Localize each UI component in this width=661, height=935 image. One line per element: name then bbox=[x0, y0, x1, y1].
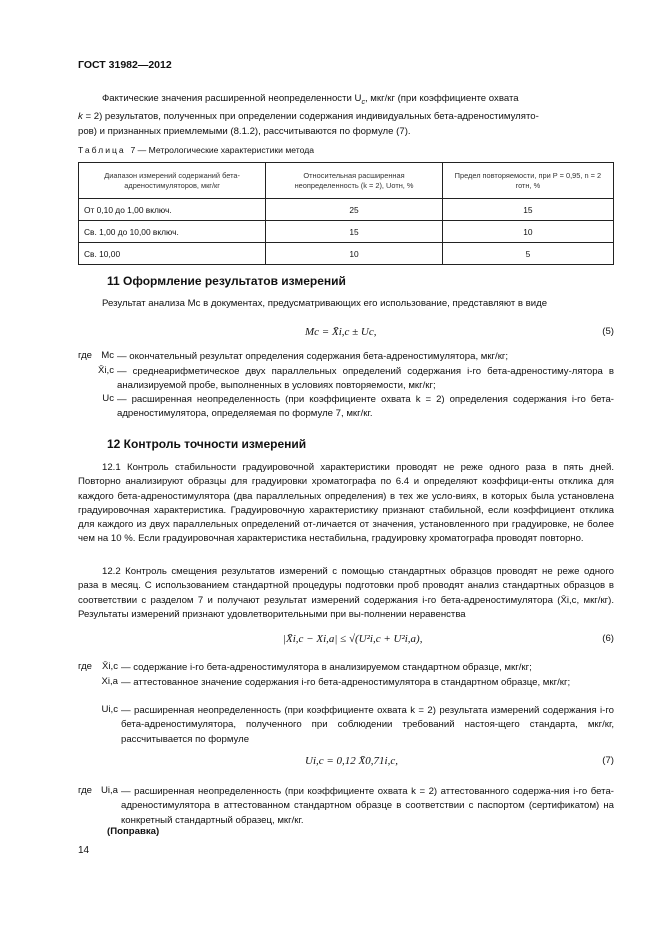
def-text: — расширенная неопределенность (при коэффициенте охвата k = 2) аттестованного содержа-ния i-го бета-адреностимулятора в аттестованном стандартном образце в соответствии с паспортом (сертификатом) на конкретный стандартный образец, мкг/кг. bbox=[121, 786, 614, 826]
table-cell: 10 bbox=[266, 243, 443, 265]
where-label: где bbox=[78, 661, 93, 672]
def-term: Mc bbox=[101, 350, 114, 361]
where-label: где bbox=[78, 350, 93, 361]
def-term: X̄i,c bbox=[98, 365, 114, 376]
section-11-paragraph: Результат анализа Mc в документах, предусматривающих его использование, представляют в виде bbox=[102, 298, 548, 309]
table-header-row bbox=[79, 163, 614, 199]
table-cell: 15 bbox=[442, 199, 613, 221]
table-cell: 25 bbox=[266, 199, 443, 221]
def-term: X̄i,c bbox=[102, 661, 118, 672]
def-text: — расширенная неопределенность (при коэффициенте охвата k = 2) определения содержания i-го бета-адреностимулятора, определяемая по формуле 7, мкг/кг. bbox=[117, 394, 614, 420]
table-row bbox=[79, 221, 614, 243]
def-term: Ui,a bbox=[100, 785, 118, 796]
section-12-title: 12 Контроль точности измерений bbox=[107, 437, 307, 451]
metrology-table bbox=[78, 162, 614, 265]
formula-6-number: (6) bbox=[602, 633, 614, 644]
section-12-2-paragraph: 12.2 Контроль смещения результатов измерений с помощью стандартных образцов проводят не реже одного раза в месяц. С использованием стандартной процедуры подготовки проб проводят анализ стандартных образцов в соответствии с разделом 7 и получают результат измерений содержания i-го бета-адреностимулятора (X̄i,c, мкг/кг). Результаты измерений признают удовлетворительными при вы-полнении неравенства bbox=[78, 566, 614, 620]
def-text: — расширенная неопределенность (при коэффициенте охвата k = 2) результата измерений содержания i-го бета-адреностимулятора, полученного при соблюдении требований настоя-щего стандарта, мкг/кг, рассчитывается по формуле bbox=[121, 705, 614, 745]
def-term: Xi,a bbox=[101, 676, 118, 687]
amendment-note: (Поправка) bbox=[107, 826, 160, 837]
def-text: — содержание i-го бета-адреностимулятора в анализируемом стандартном образце, мкг/кг; bbox=[121, 662, 532, 673]
where-label: где bbox=[78, 785, 93, 796]
def-term: Ui,c bbox=[101, 704, 118, 715]
intro-paragraph: Фактические значения расширенной неопределенности $U_c$, мкг/кг (при коэффициенте охвата k = 2) результатов, полученных при определении содержания индивидуальных бета-адреностимулято- ров) и признанных приемлемыми (8.1.2), рассчитываются по формуле (7). bbox=[78, 93, 539, 137]
formula-7: Ui,c = 0,12 X̄0,71i,c, bbox=[305, 755, 398, 767]
def-text: — среднеарифметическое двух параллельных определений содержания i-го бета-адреностиму-лятора в анализируемой пробе, выполненных в условиях повторяемости, мкг/кг; bbox=[117, 366, 614, 392]
section-11-title: 11 Оформление результатов измерений bbox=[107, 274, 346, 288]
document-header: ГОСТ 31982—2012 bbox=[78, 59, 172, 71]
def-text: — аттестованное значение содержания i-го бета-адреностимулятора в стандартном образце, мкг/кг; bbox=[121, 677, 571, 688]
def-term: Uc bbox=[102, 393, 114, 404]
table-row bbox=[79, 243, 614, 265]
section-12-1-paragraph: 12.1 Контроль стабильности градуировочной характеристики проводят не реже одного раза в пять дней. Повторно анализируют образцы для градуировки хроматографа по 6.4 и определяют коэффици-енты отклика для каждого бета-адреностимулятора (два параллельных определения) в тех же усло-виях, в которых была установлена градуировочная характеристика. Градуировочную характеристику признают стабильной, если коэффициент отклика для каждого из двух параллельных определений от-личается от значения, установленного при градуировке, не более чем на 10 %. Если градуировочная характеристика нестабильна, градуировку хроматографа проводят повторно. bbox=[78, 462, 614, 545]
table-cell: От 0,10 до 1,00 включ. bbox=[79, 199, 266, 221]
table-header-cell: Диапазон измерений содержаний бета-адреностимуляторов, мкг/кг bbox=[79, 163, 266, 199]
formula-5: Mc = X̄i,c ± Uc, bbox=[305, 326, 377, 338]
page-number: 14 bbox=[78, 845, 90, 856]
formula-5-number: (5) bbox=[602, 326, 614, 337]
table-row bbox=[79, 199, 614, 221]
table-caption: Таблица 7 — Метрологические характеристики метода bbox=[78, 145, 314, 155]
formula-7-number: (7) bbox=[602, 755, 614, 766]
def-text: — окончательный результат определения содержания бета-адреностимулятора, мкг/кг; bbox=[117, 351, 509, 362]
table-header-cell: Предел повторяемости, при P = 0,95, n = 2 rотн, % bbox=[442, 163, 613, 199]
formula-6: |X̄i,c − Xi,a| ≤ √(U²i,c + U²i,a), bbox=[283, 633, 423, 645]
table-header-cell: Относительная расширенная неопределенность (k = 2), Uотн, % bbox=[266, 163, 443, 199]
table-cell: 5 bbox=[442, 243, 613, 265]
table-cell: 10 bbox=[442, 221, 613, 243]
table-cell: Св. 1,00 до 10,00 включ. bbox=[79, 221, 266, 243]
table-cell: Св. 10,00 bbox=[79, 243, 266, 265]
table-cell: 15 bbox=[266, 221, 443, 243]
